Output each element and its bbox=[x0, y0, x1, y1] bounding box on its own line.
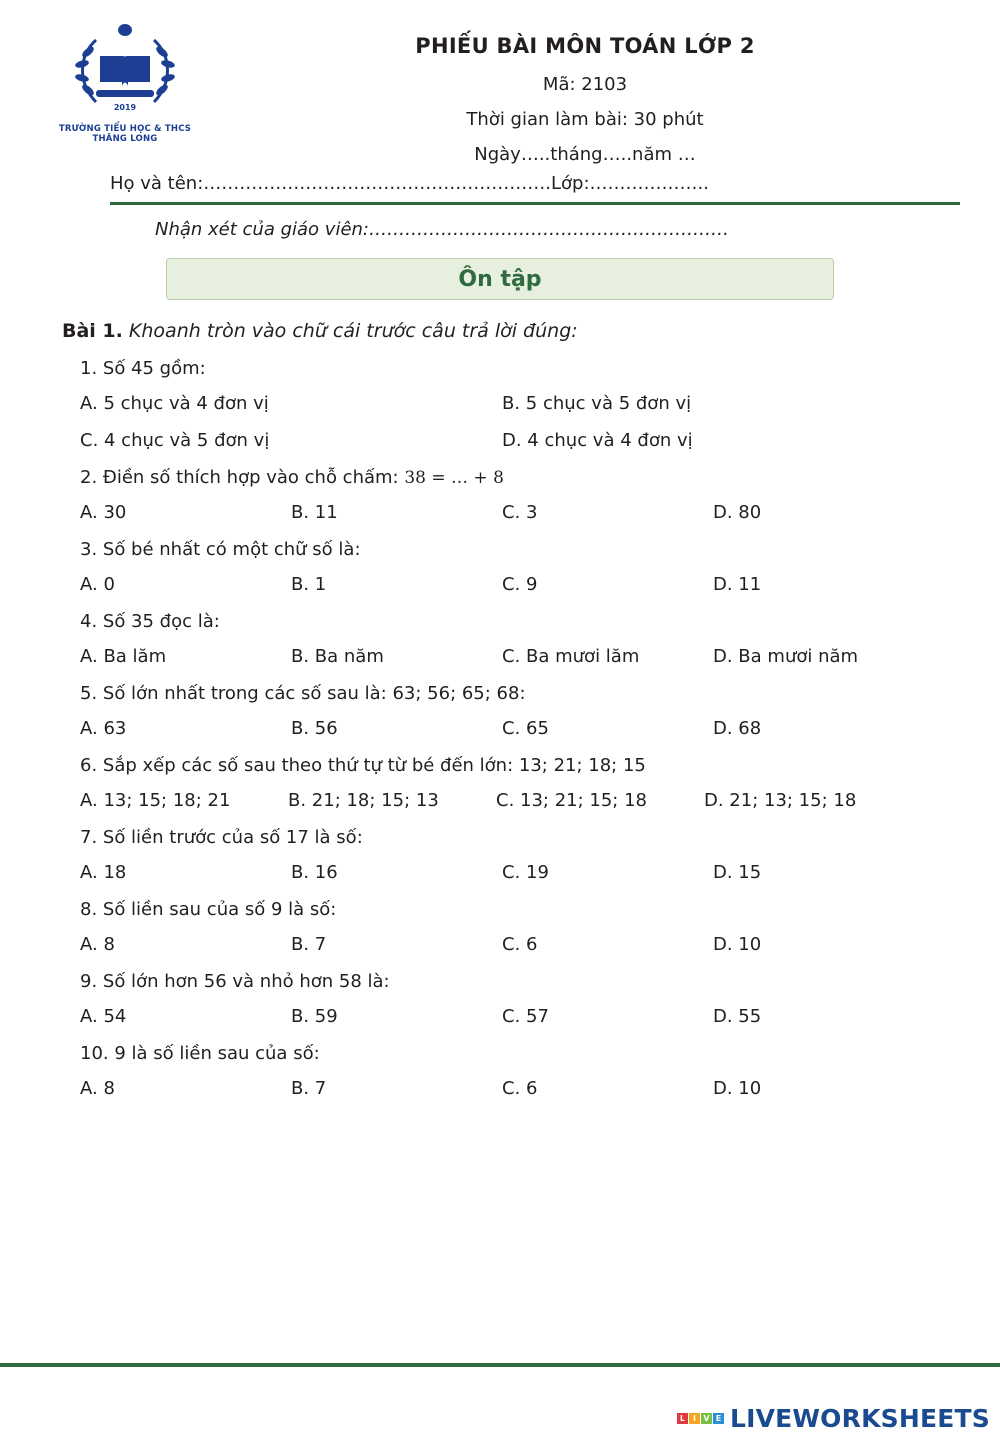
option-b[interactable]: B. 1 bbox=[291, 574, 327, 595]
paper-date: Ngày…..tháng…..năm … bbox=[474, 144, 696, 165]
option-d[interactable]: D. 21; 13; 15; 18 bbox=[704, 790, 857, 811]
option-d[interactable]: D. 55 bbox=[713, 1006, 762, 1027]
question-text: 1. Số 45 gồm: bbox=[80, 358, 206, 379]
option-b[interactable]: B. 59 bbox=[291, 1006, 338, 1027]
option-row bbox=[80, 1078, 960, 1099]
option-a[interactable]: A. 18 bbox=[80, 862, 127, 883]
option-d[interactable]: D. 4 chục và 4 đơn vị bbox=[502, 430, 693, 451]
option-c[interactable]: C. 6 bbox=[502, 1078, 538, 1099]
school-logo bbox=[40, 14, 210, 144]
page-title: PHIẾU BÀI MÔN TOÁN LỚP 2 bbox=[415, 34, 755, 58]
option-b[interactable]: B. Ba năm bbox=[291, 646, 384, 667]
task-heading bbox=[62, 320, 960, 342]
option-c[interactable]: C. 57 bbox=[502, 1006, 549, 1027]
paper-duration: Thời gian làm bài: 30 phút bbox=[466, 109, 704, 130]
logo-letter: V bbox=[701, 1413, 712, 1424]
option-row bbox=[80, 862, 960, 883]
option-c[interactable]: C. 9 bbox=[502, 574, 538, 595]
logo-letter: E bbox=[713, 1413, 724, 1424]
question-text: 5. Số lớn nhất trong các số sau là: 63; 56; 65; 68: bbox=[80, 683, 526, 704]
option-row bbox=[80, 502, 960, 523]
option-a[interactable]: A. 5 chục và 4 đơn vị bbox=[80, 393, 269, 414]
option-a[interactable]: A. 63 bbox=[80, 718, 127, 739]
option-b[interactable]: B. 21; 18; 15; 13 bbox=[288, 790, 439, 811]
option-c[interactable]: C. 3 bbox=[502, 502, 538, 523]
option-a[interactable]: A. 13; 15; 18; 21 bbox=[80, 790, 231, 811]
question-expression: 38 = … + 8 bbox=[404, 468, 504, 488]
section-banner-wrap bbox=[0, 258, 1000, 300]
option-a[interactable]: A. Ba lăm bbox=[80, 646, 167, 667]
option-c[interactable]: C. Ba mươi lăm bbox=[502, 646, 640, 667]
paper-code: Mã: 2103 bbox=[542, 74, 628, 95]
question-text: 9. Số lớn hơn 56 và nhỏ hơn 58 là: bbox=[80, 971, 390, 992]
teacher-comment-field[interactable]: Nhận xét của giáo viên:…………………………………………………… bbox=[155, 219, 729, 240]
footer-divider bbox=[0, 1363, 1000, 1367]
liveworksheets-logo-icon bbox=[677, 1413, 724, 1424]
option-a[interactable]: A. 30 bbox=[80, 502, 127, 523]
liveworksheets-footer[interactable] bbox=[677, 1404, 990, 1433]
option-a[interactable]: A. 8 bbox=[80, 1078, 115, 1099]
emblem-year: 2019 bbox=[113, 103, 137, 112]
option-row bbox=[80, 790, 960, 811]
task-instruction: Khoanh tròn vào chữ cái trước câu trả lời đúng: bbox=[128, 320, 578, 342]
question-text: 6. Sắp xếp các số sau theo thứ tự từ bé đến lớn: 13; 21; 18; 15 bbox=[80, 755, 646, 776]
question-text: 10. 9 là số liền sau của số: bbox=[80, 1043, 320, 1064]
option-d[interactable]: D. 10 bbox=[713, 1078, 762, 1099]
option-row bbox=[80, 1006, 960, 1027]
question-text bbox=[80, 467, 960, 488]
option-b[interactable]: B. 7 bbox=[291, 934, 327, 955]
option-b[interactable]: B. 5 chục và 5 đơn vị bbox=[502, 393, 692, 414]
option-c[interactable]: C. 6 bbox=[502, 934, 538, 955]
liveworksheets-brand: LIVEWORKSHEETS bbox=[729, 1404, 990, 1433]
option-d[interactable]: D. 11 bbox=[713, 574, 762, 595]
question-text: 7. Số liền trước của số 17 là số: bbox=[80, 827, 363, 848]
logo-letter: I bbox=[689, 1413, 700, 1424]
option-d[interactable]: D. 68 bbox=[713, 718, 762, 739]
task-number: Bài 1. bbox=[62, 320, 123, 342]
option-a[interactable]: A. 0 bbox=[80, 574, 115, 595]
option-c[interactable]: C. 13; 21; 15; 18 bbox=[496, 790, 647, 811]
option-a[interactable]: A. 54 bbox=[80, 1006, 127, 1027]
question-text: 8. Số liền sau của số 9 là số: bbox=[80, 899, 337, 920]
option-a[interactable]: A. 8 bbox=[80, 934, 115, 955]
school-emblem-icon bbox=[66, 18, 184, 122]
question-text: 3. Số bé nhất có một chữ số là: bbox=[80, 539, 361, 560]
option-d[interactable]: D. 80 bbox=[713, 502, 762, 523]
option-d[interactable]: D. 15 bbox=[713, 862, 762, 883]
option-row bbox=[80, 574, 960, 595]
option-row bbox=[80, 646, 960, 667]
option-row bbox=[80, 718, 960, 739]
section-banner: Ôn tập bbox=[166, 258, 834, 300]
document-header bbox=[0, 0, 1000, 165]
option-b[interactable]: B. 7 bbox=[291, 1078, 327, 1099]
option-b[interactable]: B. 16 bbox=[291, 862, 338, 883]
option-row bbox=[80, 393, 960, 414]
question-text: 4. Số 35 đọc là: bbox=[80, 611, 220, 632]
option-b[interactable]: B. 11 bbox=[291, 502, 338, 523]
option-row bbox=[80, 934, 960, 955]
exercise-content bbox=[0, 300, 1000, 1099]
header-text-block bbox=[210, 14, 960, 165]
option-c[interactable]: C. 65 bbox=[502, 718, 549, 739]
option-d[interactable]: D. 10 bbox=[713, 934, 762, 955]
option-d[interactable]: D. Ba mươi năm bbox=[713, 646, 859, 667]
option-c[interactable]: C. 19 bbox=[502, 862, 549, 883]
option-c[interactable]: C. 4 chục và 5 đơn vị bbox=[80, 430, 270, 451]
logo-letter: L bbox=[677, 1413, 688, 1424]
option-row bbox=[80, 430, 960, 451]
student-name-field[interactable]: Họ và tên:………………………………………………….Lớp:……………….. bbox=[110, 173, 709, 194]
question-label: 2. Điền số thích hợp vào chỗ chấm: bbox=[80, 467, 405, 488]
school-name: TRƯỜNG TIỂU HỌC & THCS THĂNG LONG bbox=[58, 124, 192, 144]
option-b[interactable]: B. 56 bbox=[291, 718, 338, 739]
